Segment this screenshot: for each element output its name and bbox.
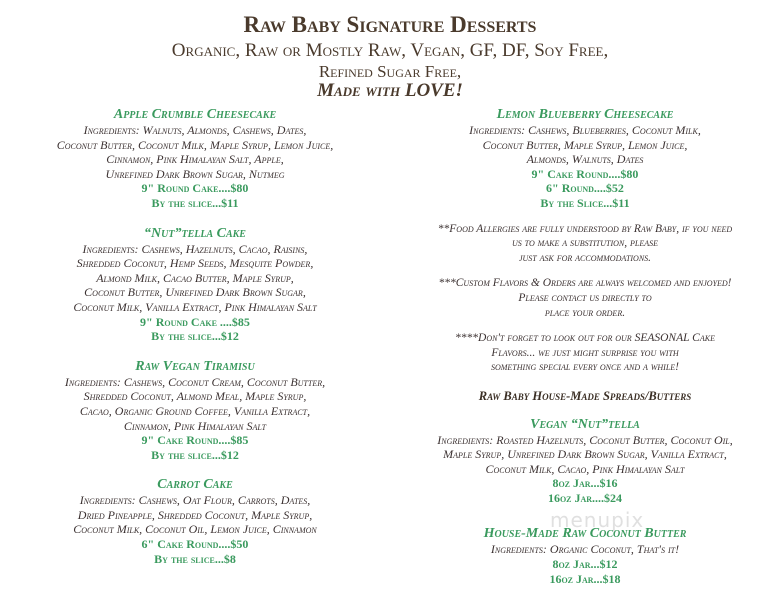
footnote-line: just ask for accommodations.: [518, 251, 652, 264]
footnote-line: Please contact us directly to: [518, 291, 652, 304]
item-name: Carrot Cake: [157, 477, 233, 493]
menu-subtitle-2: Refined Sugar Free,: [318, 62, 462, 81]
footnote-line: ***Custom Flavors & Orders are always welcomed and enjoyed!: [438, 277, 732, 290]
footnote: [390, 276, 780, 320]
item-price: By the slice...$12: [151, 329, 239, 344]
menu-item: [390, 106, 780, 211]
item-price: 6" Round....$52: [546, 181, 624, 196]
footnote-line: us to make a substitution, please: [512, 237, 658, 250]
ingredients-line: Coconut Milk, Vanilla Extract, Pink Himalayan Salt: [73, 299, 317, 314]
ingredients-line: Shredded Coconut, Hemp Seeds, Mesquite Powder,: [76, 256, 314, 271]
menu-item: [390, 525, 780, 586]
footnote-line: something special every once and a while!: [490, 361, 680, 374]
footnote-line: place your order.: [544, 306, 626, 319]
ingredients-line: Coconut Butter, Maple Syrup, Lemon Juice,: [482, 137, 688, 152]
ingredients-line: Shredded Coconut, Almond Meal, Maple Syrup,: [83, 389, 307, 404]
footnote-line: Flavors... we just might surprise you with: [491, 346, 679, 359]
menu-item: [0, 358, 390, 463]
item-price: 6" Cake Round....$50: [141, 537, 249, 552]
item-price: 16oz Jar....$24: [547, 490, 623, 505]
item-price: By the slice...$12: [151, 447, 239, 462]
ingredients-line: Coconut Milk, Coconut Oil, Lemon Juice, Cinnamon: [73, 522, 317, 537]
item-name: Raw Vegan Tiramisu: [135, 358, 255, 374]
item-name: “Nut”tella Cake: [144, 225, 246, 241]
ingredients-line: Ingredients: Cashews, Hazelnuts, Cacao, Raisins,: [82, 241, 308, 256]
menu-item: [0, 106, 390, 211]
ingredients-line: Maple Syrup, Unrefined Dark Brown Sugar, Vanilla Extract,: [443, 447, 727, 462]
menu-item: [390, 416, 780, 506]
item-price: 9" Round Cake ....$85: [140, 314, 250, 329]
ingredients-line: Dried Pineapple, Shredded Coconut, Maple Syrup,: [77, 507, 313, 522]
item-name: Lemon Blueberry Cheesecake: [496, 107, 674, 122]
item-price: By the slice...$8: [154, 551, 236, 566]
item-price: 9" Cake Round....$85: [141, 433, 249, 448]
ingredients-line: Ingredients: Roasted Hazelnuts, Coconut Butter, Coconut Oil,: [437, 432, 733, 447]
ingredients-line: Ingredients: Cashews, Blueberries, Coconut Milk,: [469, 123, 701, 137]
menu-item: [0, 476, 390, 566]
ingredients-line: Cacao, Organic Ground Coffee, Vanilla Extract,: [79, 403, 311, 418]
ingredients-line: Almond Milk, Cacao Butter, Maple Syrup,: [96, 270, 294, 285]
watermark: menupix: [550, 508, 645, 532]
left-column: [0, 106, 390, 580]
ingredients-line: Cinnamon, Pink Himalayan Salt: [123, 418, 267, 433]
item-price: 8oz Jar...$16: [552, 476, 618, 491]
ingredients-line: Cinnamon, Pink Himalayan Salt, Apple,: [106, 152, 284, 167]
ingredients-line: Ingredients: Organic Coconut, That's it!: [490, 542, 680, 557]
ingredients-line: Ingredients: Cashews, Oat Flour, Carrots, Dates,: [79, 493, 311, 508]
ingredients-line: Ingredients: Cashews, Coconut Cream, Coconut Butter,: [64, 374, 326, 389]
menu-subtitle: Organic, Raw or Mostly Raw, Vegan, GF, DF, Soy Free,: [171, 40, 609, 61]
ingredients-line: Unrefined Dark Brown Sugar, Nutmeg: [105, 166, 285, 181]
item-price: 8oz Jar...$12: [552, 557, 618, 572]
item-name: Apple Crumble Cheesecake: [113, 107, 277, 122]
ingredients-line: Coconut Butter, Unrefined Dark Brown Sugar,: [84, 285, 306, 300]
menu-tagline: Made with LOVE!: [317, 80, 463, 101]
footnote: [390, 222, 780, 266]
spreads-heading: Raw Baby House-Made Spreads/Butters: [478, 388, 692, 403]
ingredients-line: Coconut Butter, Coconut Milk, Maple Syrup, Lemon Juice,: [56, 137, 334, 152]
footnote: [390, 331, 780, 375]
item-price: 16oz Jar...$18: [549, 571, 621, 586]
item-price: 9" Round Cake....$80: [141, 181, 249, 196]
item-name: House-Made Raw Coconut Butter: [483, 526, 687, 542]
ingredients-line: Ingredients: Walnuts, Almonds, Cashews, Dates,: [83, 123, 307, 137]
menu-item: [0, 225, 390, 344]
item-price: 9" Cake Round....$80: [531, 166, 639, 181]
item-price: By the Slice...$11: [540, 195, 630, 210]
ingredients-line: Almonds, Walnuts, Dates: [526, 152, 644, 167]
footnote-line: ****Don't forget to look out for our SEASONAL Cake: [455, 332, 715, 345]
item-price: By the slice...$11: [151, 195, 239, 210]
footnote-line: **Food Allergies are fully understood by Raw Baby, if you need: [437, 222, 733, 235]
item-name: Vegan “Nut”tella: [530, 416, 640, 432]
menu-title: Raw Baby Signature Desserts: [243, 12, 537, 37]
ingredients-line: Coconut Milk, Cacao, Pink Himalayan Salt: [485, 461, 685, 476]
